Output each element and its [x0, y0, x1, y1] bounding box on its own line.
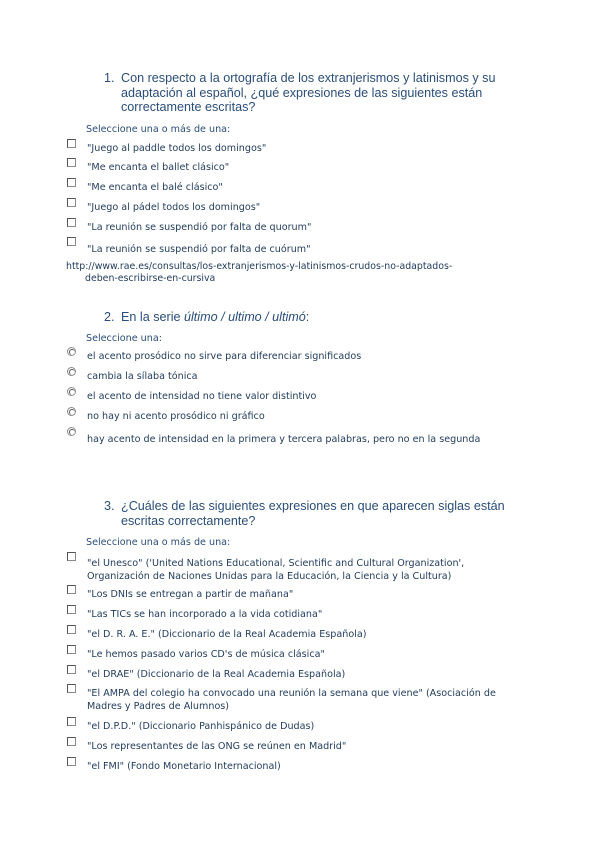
option-label: el acento prosódico no sirve para diferenciar significados: [87, 351, 362, 362]
question-2-instruction: Seleccione una:: [86, 333, 162, 344]
q1-option-3[interactable]: [67, 178, 527, 198]
question-1-text: Con respecto a la ortografía de los extranjerismos y latinismos y su adaptación al español, ¿qué expresiones de las siguientes están correctamente escritas?: [121, 71, 496, 114]
question-1-title: [104, 71, 524, 115]
q3-option-8[interactable]: [67, 717, 527, 737]
option-label: "el D. R. A. E." (Diccionario de la Real Academia Española): [87, 629, 367, 640]
q3-option-10[interactable]: [67, 757, 527, 777]
option-label: "el D.P.D." (Diccionario Panhispánico de Dudas): [87, 721, 315, 732]
q2-option-2[interactable]: [67, 367, 527, 387]
q3-option-6[interactable]: [67, 665, 527, 685]
checkbox[interactable]: [67, 605, 76, 614]
option-label: "La reunión se suspendió por falta de cuórum": [87, 244, 311, 255]
q1-option-4[interactable]: [67, 198, 527, 218]
checkbox[interactable]: [67, 237, 76, 246]
q3-option-5[interactable]: [67, 645, 527, 665]
option-label: "Las TICs se han incorporado a la vida cotidiana": [87, 609, 323, 620]
option-label: "Me encanta el ballet clásico": [87, 162, 230, 173]
option-label: "el DRAE" (Diccionario de la Real Academia Española): [87, 669, 346, 680]
q2-option-4[interactable]: [67, 407, 527, 427]
checkbox[interactable]: [67, 218, 76, 227]
checkbox[interactable]: [67, 717, 76, 726]
checkbox[interactable]: [67, 757, 76, 766]
question-3-text: ¿Cuáles de las siguientes expresiones en que aparecen siglas están escritas correctamente?: [121, 499, 505, 528]
checkbox[interactable]: [67, 585, 76, 594]
reference-link[interactable]: [66, 261, 526, 285]
checkbox[interactable]: [67, 625, 76, 634]
checkbox[interactable]: [67, 158, 76, 167]
question-2-series: último / ultimo / ultimó: [184, 310, 306, 324]
radio-button[interactable]: [67, 387, 76, 396]
checkbox[interactable]: [67, 665, 76, 674]
option-label: "Le hemos pasado varios CD's de música clásica": [87, 649, 325, 660]
option-label: "el FMI" (Fondo Monetario Internacional): [87, 761, 281, 772]
q3-option-7[interactable]: [67, 684, 527, 714]
checkbox[interactable]: [67, 552, 76, 561]
question-2-number: 2.: [104, 310, 115, 324]
question-2-text-prefix: En la serie: [121, 310, 184, 324]
radio-button[interactable]: [67, 347, 76, 356]
reference-link-line-2: deben-escribirse-en-cursiva: [85, 273, 216, 284]
q3-option-4[interactable]: [67, 625, 527, 645]
reference-link-line-1: http://www.rae.es/consultas/los-extranjerismos-y-latinismos-crudos-no-adaptados-: [66, 261, 453, 272]
option-label: cambia la sílaba tónica: [87, 371, 198, 382]
question-2-title: [104, 310, 524, 325]
question-2-text-suffix: :: [305, 310, 310, 324]
q1-option-5[interactable]: [67, 218, 527, 238]
option-label: el acento de intensidad no tiene valor distintivo: [87, 391, 317, 402]
radio-button[interactable]: [67, 367, 76, 376]
q3-option-3[interactable]: [67, 605, 527, 625]
option-label: "La reunión se suspendió por falta de quorum": [87, 222, 312, 233]
q3-option-2[interactable]: [67, 585, 527, 605]
question-1-number: 1.: [104, 71, 115, 85]
q2-option-3[interactable]: [67, 387, 527, 407]
option-label: no hay ni acento prosódico ni gráfico: [87, 411, 265, 422]
checkbox[interactable]: [67, 139, 76, 148]
option-label: "El AMPA del colegio ha convocado una reunión la semana que viene" (Asociación de Madres y Padres de Alumnos): [87, 688, 496, 712]
question-3-title: [104, 499, 524, 528]
q2-option-5[interactable]: [67, 427, 527, 463]
option-label: "Los representantes de las ONG se reúnen en Madrid": [87, 741, 347, 752]
q2-option-1[interactable]: [67, 347, 527, 367]
q1-option-1[interactable]: [67, 139, 527, 159]
option-label: "Juego al paddle todos los domingos": [87, 143, 267, 154]
checkbox[interactable]: [67, 178, 76, 187]
question-3-number: 3.: [104, 499, 115, 513]
q1-option-6[interactable]: [67, 237, 527, 257]
question-1-instruction: Seleccione una o más de una:: [86, 124, 231, 135]
option-label: "Juego al pádel todos los domingos": [87, 202, 261, 213]
radio-button[interactable]: [67, 407, 76, 416]
checkbox[interactable]: [67, 737, 76, 746]
option-label: "Los DNIs se entregan a partir de mañana": [87, 589, 294, 600]
q3-option-1[interactable]: [67, 552, 527, 582]
checkbox[interactable]: [67, 645, 76, 654]
option-label: "el Unesco" ('United Nations Educational, Scientific and Cultural Organization', Organización de Naciones Unidas para la Educación, la Ciencia y la Cultura): [87, 558, 465, 582]
option-label: "Me encanta el balé clásico": [87, 182, 223, 193]
q3-option-9[interactable]: [67, 737, 527, 757]
question-2-text: [104, 310, 524, 325]
checkbox[interactable]: [67, 198, 76, 207]
option-label: hay acento de intensidad en la primera y tercera palabras, pero no en la segunda: [87, 434, 481, 445]
radio-button[interactable]: [67, 427, 76, 436]
checkbox[interactable]: [67, 684, 76, 693]
question-3-instruction: Seleccione una o más de una:: [86, 537, 231, 548]
q1-option-2[interactable]: [67, 158, 527, 178]
